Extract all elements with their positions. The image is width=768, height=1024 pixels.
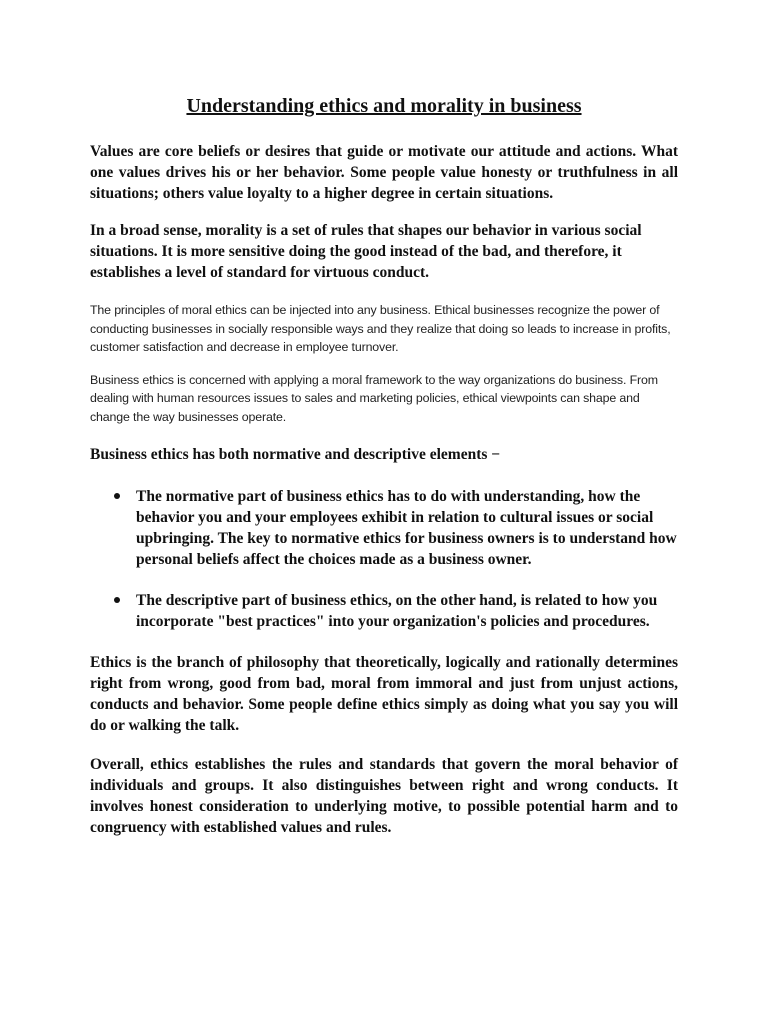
list-item: [90, 590, 678, 632]
document-title: Understanding ethics and morality in business: [186, 95, 582, 117]
bullet-icon: [114, 493, 120, 499]
elements-lead-sentence: Business ethics has both normative and descriptive elements −: [90, 446, 501, 463]
document-page: [90, 90, 678, 838]
bullet-text-normative: The normative part of business ethics has to do with understanding, how the behavior you and your employees exhibit in relation to cultural issues or social upbringing. The key to normative ethics for business owners is to understand how personal beliefs affect the choices made as a business owner.: [136, 488, 677, 568]
paragraph-principles: The principles of moral ethics can be injected into any business. Ethical businesses recognize the power of conducting businesses in socially responsible ways and they realize that doing so leads to increase in profits, customer satisfaction and decrease in employee turnover.: [90, 303, 671, 354]
paragraph-business-ethics: Business ethics is concerned with applying a moral framework to the way organizations do business. From dealing with human resources issues to sales and marketing policies, ethical viewpoints can shape and change the way businesses operate.: [90, 372, 658, 424]
paragraph-overall: Overall, ethics establishes the rules and standards that govern the moral behavior of individuals and groups. It also distinguishes between right and wrong conducts. It involves honest consideration to underlying motive, to possible potential harm and to congruency with established values and rules.: [90, 756, 678, 836]
paragraph-morality: In a broad sense, morality is a set of rules that shapes our behavior in various social situations. It is more sensitive doing the good instead of the bad, and therefore, it establishes a level of standard for virtuous conduct.: [90, 222, 642, 281]
elements-bullet-list: [90, 486, 678, 632]
paragraph-ethics-branch: Ethics is the branch of philosophy that theoretically, logically and rationally determines right from wrong, good from bad, moral from immoral and just from unjust actions, conducts and behavior. Some people define ethics simply as doing what you say you will do or walking the talk.: [90, 654, 678, 734]
bullet-icon: [114, 597, 120, 603]
paragraph-values: Values are core beliefs or desires that guide or motivate our attitude and actions. What one values drives his or her behavior. Some people value honesty or truthfulness in all situations; others value loyalty to a higher degree in certain situations.: [90, 143, 678, 202]
list-item: [90, 486, 678, 570]
bullet-text-descriptive: The descriptive part of business ethics, on the other hand, is related to how you incorporate "best practices" into your organization's policies and procedures.: [136, 592, 658, 630]
